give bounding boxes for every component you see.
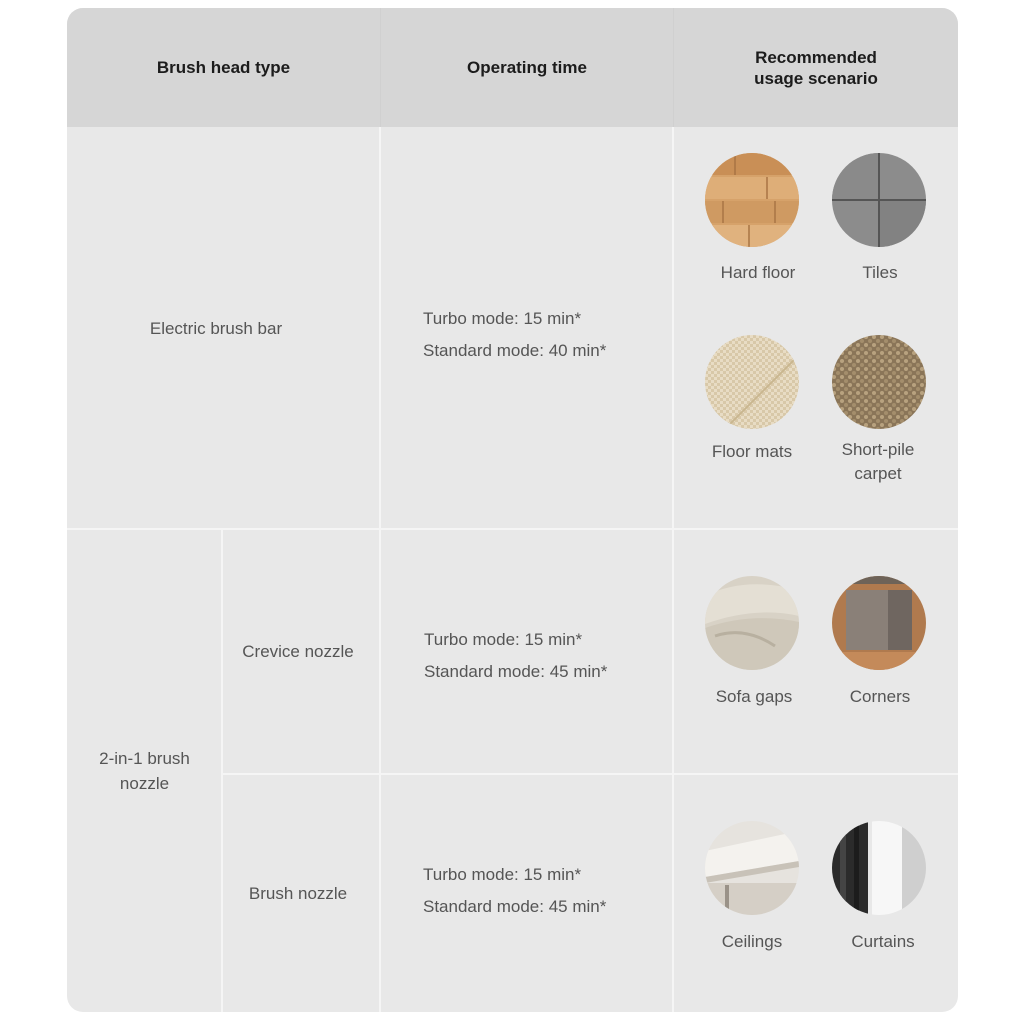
header-usage-scenario	[674, 8, 958, 127]
short-pile-carpet-icon	[832, 335, 926, 429]
ceilings-icon	[705, 821, 799, 915]
turbo-mode-time: Turbo mode: 15 min*	[423, 309, 582, 328]
operating-time-row2	[424, 624, 607, 688]
group-label-line: 2-in-1 brush	[99, 749, 190, 768]
standard-mode-time: Standard mode: 45 min*	[424, 662, 608, 681]
scenario-label-line: carpet	[854, 464, 902, 483]
scenario-label: Curtains	[851, 932, 915, 951]
scenario-label: Ceilings	[721, 932, 783, 951]
scenario-label: Corners	[849, 687, 911, 706]
standard-mode-time: Standard mode: 45 min*	[423, 897, 607, 916]
header-brush-head-type: Brush head type	[156, 58, 291, 77]
scenario-label-line: Short-pile	[841, 440, 915, 459]
tiles-icon	[832, 153, 926, 247]
header-operating-time: Operating time	[467, 58, 587, 77]
operating-time-row1	[423, 303, 606, 367]
brush-type-brush-nozzle: Brush nozzle	[248, 884, 348, 903]
sofa-gaps-icon	[705, 576, 799, 670]
operating-time-row3	[423, 859, 606, 923]
scenario-label: Hard floor	[720, 263, 796, 282]
brush-group-2-in-1-nozzle	[67, 530, 222, 1012]
group-label-line: nozzle	[119, 774, 170, 793]
turbo-mode-time: Turbo mode: 15 min*	[424, 630, 583, 649]
standard-mode-time: Standard mode: 40 min*	[423, 341, 607, 360]
turbo-mode-time: Turbo mode: 15 min*	[423, 865, 582, 884]
comparison-table	[67, 8, 958, 1012]
table-header	[67, 8, 958, 127]
header-usage-line1: Recommended	[755, 47, 877, 67]
header-usage-line2: usage scenario	[754, 68, 878, 88]
scenario-label: Floor mats	[711, 442, 793, 461]
brush-type-crevice-nozzle: Crevice nozzle	[242, 642, 354, 661]
column-divider	[672, 127, 674, 1012]
column-divider	[379, 127, 381, 1012]
hard-floor-icon	[705, 153, 799, 247]
scenario-label: Sofa gaps	[715, 687, 793, 706]
curtains-icon	[832, 821, 926, 915]
scenario-label-short-pile-carpet	[813, 438, 943, 486]
scenario-label: Tiles	[862, 263, 898, 282]
corners-icon	[832, 576, 926, 670]
brush-type-electric-brush-bar: Electric brush bar	[149, 319, 283, 338]
floor-mats-icon	[705, 335, 799, 429]
